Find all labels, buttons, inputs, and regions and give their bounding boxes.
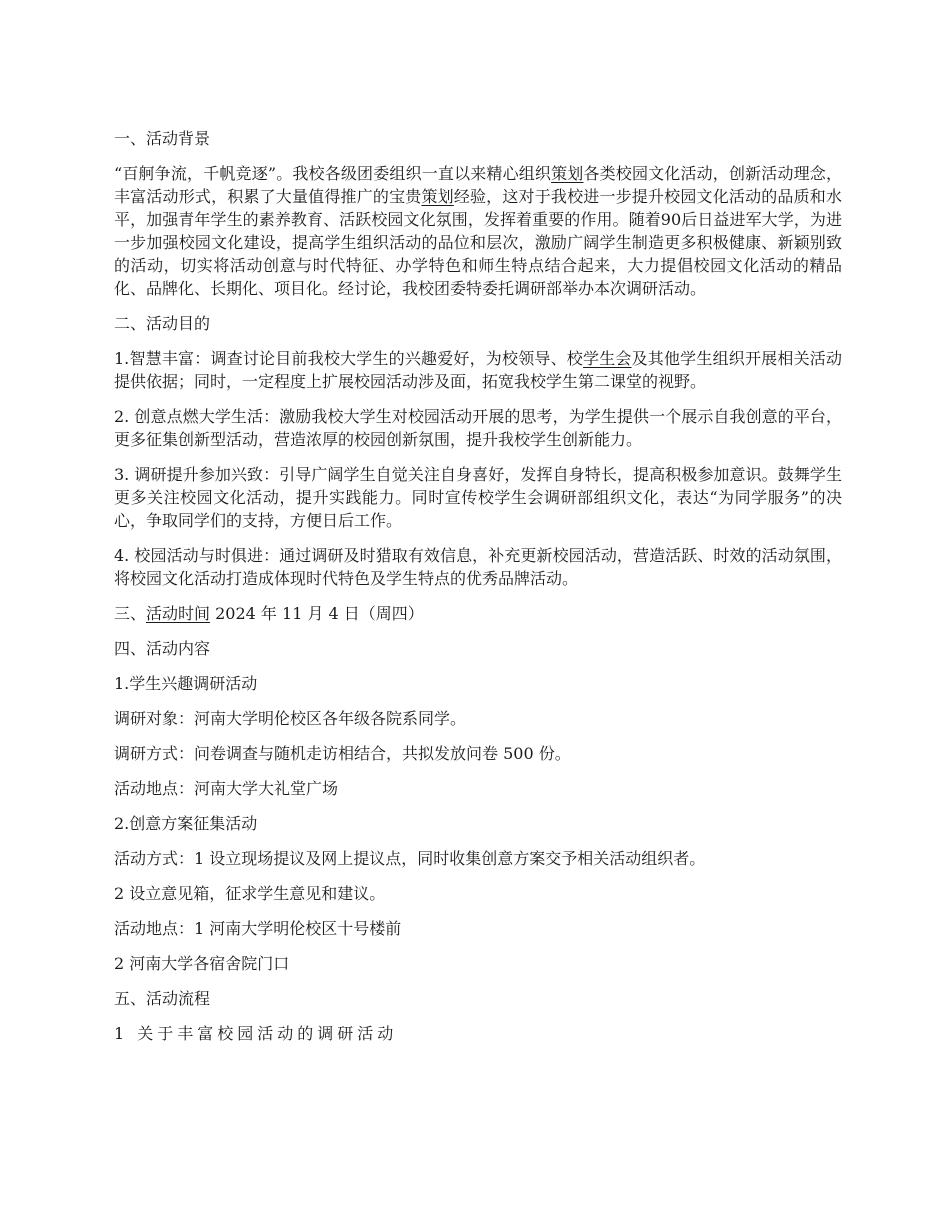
document-body [114,127,842,1057]
background-paragraph [114,162,842,300]
section-heading-background: 一、活动背景 [114,129,211,148]
section-heading-content: 四、活动内容 [114,639,211,658]
content-item-2-title: 2.创意方案征集活动 [114,814,258,833]
purpose-item-1 [114,347,842,393]
text-run: 1.智慧丰富：调查讨论目前我校大学生的兴趣爱好，为校领导、校 [114,349,583,368]
text-run: 及其他学生组织开展相关活动提供依据；同时，一定程度上扩展校园活动涉及面，拓宽我校学生第二课堂的视野。 [114,349,842,391]
section-heading-process: 五、活动流程 [114,989,211,1008]
section-heading-purpose: 二、活动目的 [114,314,211,333]
link-student-union[interactable]: 学生会 [583,349,632,368]
content-item-1-title: 1.学生兴趣调研活动 [114,674,258,693]
text-run: 经验，这对于我校进一步提升校园文化活动的品质和水平，加强青年学生的素养教育、活跃校园文化氛围，发挥着重要的作用。随着90后日益进军大学，为进一步加强校园文化建设，提高学生组织活动的品位和层次，激励广阔学生制造更多积极健康、新颖别致的活动，切实将活动创意与时代特征、办学特色和师生特点结合起来，大力提倡校园文化活动的精品化、品牌化、长期化、项目化。经讨论，我校团委特委托调研部举办本次调研活动。 [114,187,842,298]
content-item-2-place-1: 活动地点：1 河南大学明伦校区十号楼前 [114,919,402,938]
content-item-2-place-2: 2 河南大学各宿舍院门口 [114,954,290,973]
content-item-1-method: 调研方式：问卷调查与随机走访相结合，共拟发放问卷 500 份。 [114,744,571,763]
text-run: “百舸争流，千帆竞逐”。我校各级团委组织一直以来精心组织 [114,164,552,183]
text-run: 各类校园文化活动，创新活动理念，丰富活动形式，积累了大量值得推广的宝贵 [114,164,842,206]
activity-date: 2024 年 11 月 4 日（周四） [210,604,424,623]
link-planning-1[interactable]: 策划 [551,164,584,183]
purpose-item-4: 4. 校园活动与时俱进：通过调研及时猎取有效信息，补充更新校园活动，营造活跃、时效的活动氛围，将校园文化活动打造成体现时代特色及学生特点的优秀品牌活动。 [114,546,842,588]
content-item-2-method-2: 2 设立意见箱，征求学生意见和建议。 [114,884,386,903]
purpose-item-2: 2. 创意点燃大学生活：激励我校大学生对校园活动开展的思考，为学生提供一个展示自我创意的平台，更多征集创新型活动，营造浓厚的校园创新氛围，提升我校学生创新能力。 [114,407,842,449]
content-item-1-place: 活动地点：河南大学大礼堂广场 [114,779,339,798]
purpose-item-3: 3. 调研提升参加兴致：引导广阔学生自觉关注自身喜好，发挥自身特长，提高积极参加意识。鼓舞学生更多关注校园文化活动，提升实践能力。同时宣传校学生会调研部组织文化，表达“为同学服务”的决心，争取同学们的支持，方便日后工作。 [114,465,842,530]
process-item-1: 1 关于丰富校园活动的调研活动 [114,1024,398,1043]
content-item-2-method-1: 活动方式：1 设立现场提议及网上提议点，同时收集创意方案交予相关活动组织者。 [114,849,706,868]
link-activity-time[interactable]: 活动时间 [146,604,211,623]
link-planning-2[interactable]: 策划 [421,187,454,206]
section-heading-time [114,602,842,625]
text-run: 三、 [114,604,147,623]
content-item-1-target: 调研对象：河南大学明伦校区各年级各院系同学。 [114,709,467,728]
